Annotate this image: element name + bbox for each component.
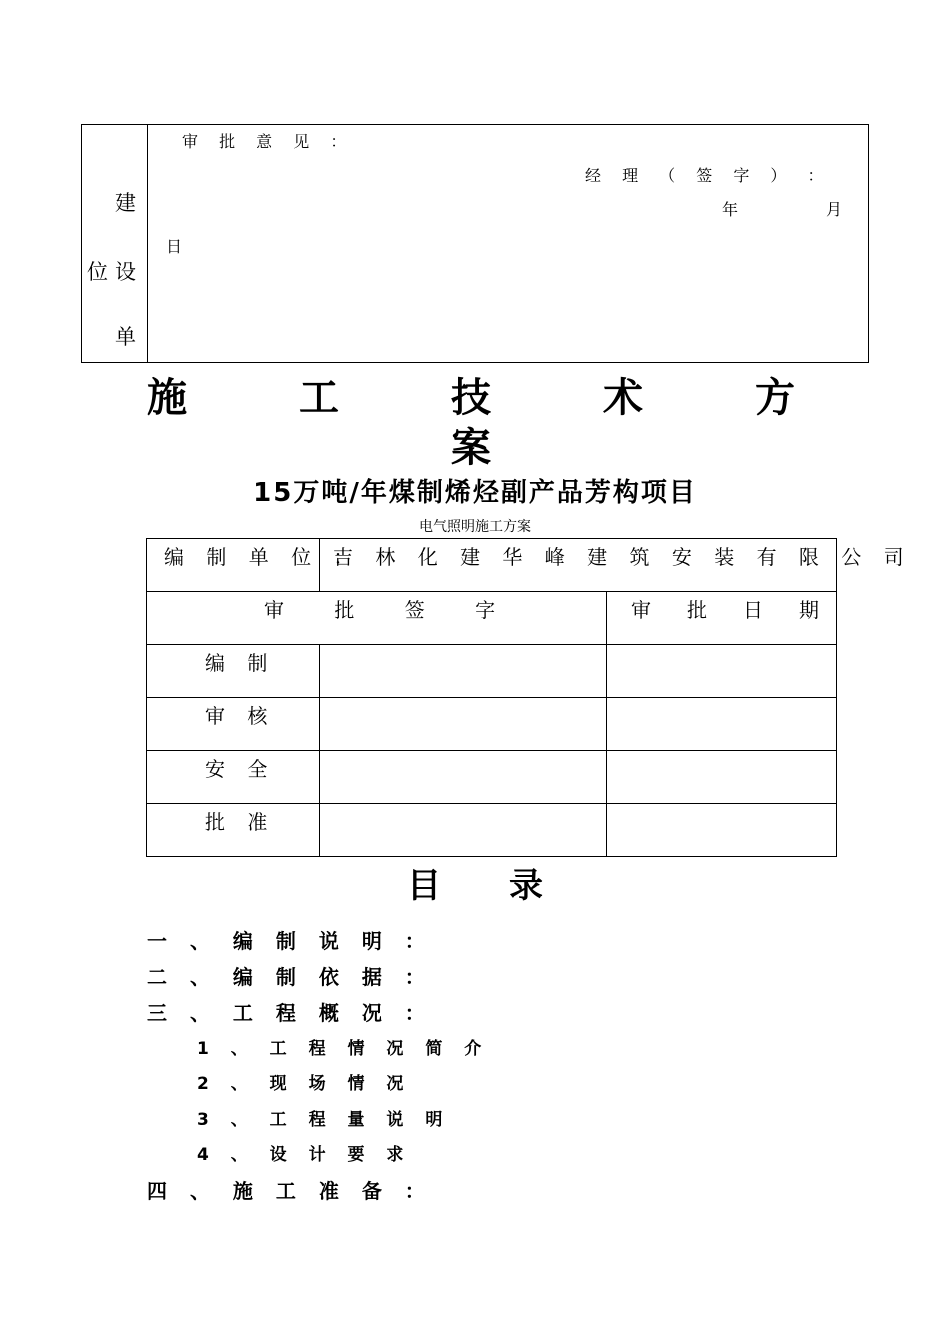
project-title: 15万吨/年煤制烯烃副产品芳构项目	[253, 478, 697, 508]
main-title-char: 工	[299, 375, 339, 421]
date-cell	[607, 804, 837, 857]
toc-item[interactable]: 三 、 工 程 概 况 ：	[147, 1001, 433, 1025]
day-label: 日	[166, 237, 191, 256]
toc-item[interactable]: 一 、 编 制 说 明 ：	[147, 929, 433, 953]
signature-cell	[320, 751, 607, 804]
signature-cell	[320, 804, 607, 857]
unit-value: 吉 林 化 建 华 峰 建 筑 安 装 有 限 公 司	[333, 545, 912, 569]
date-cell	[607, 698, 837, 751]
row-label: 批 准	[205, 810, 276, 834]
sign-header: 审 批 签 字	[264, 598, 504, 622]
unit-value-cell	[320, 539, 912, 592]
main-title-char: 方	[755, 375, 795, 421]
main-title-char: 施	[147, 375, 187, 421]
approval-divider	[147, 125, 148, 362]
signature-cell	[320, 698, 607, 751]
side-label-char-clipped: 位	[87, 260, 108, 284]
row-label-cell	[147, 698, 320, 751]
approval-box	[81, 124, 869, 363]
table-row	[147, 804, 837, 857]
header-row	[147, 592, 837, 645]
unit-label: 编 制 单 位 ：	[164, 545, 362, 569]
date-cell	[607, 645, 837, 698]
toc-subitem[interactable]: 1 、 工 程 情 况 简 介	[197, 1039, 490, 1059]
row-label: 编 制	[205, 651, 276, 675]
row-label: 安 全	[205, 757, 276, 781]
date-cell	[607, 751, 837, 804]
unit-row	[147, 539, 837, 592]
side-label-char: 单	[115, 325, 136, 349]
toc-subitem[interactable]: 3 、 工 程 量 说 明	[197, 1110, 451, 1130]
opinion-label: 审 批 意 见 ：	[182, 132, 355, 151]
sign-header-cell	[147, 592, 607, 645]
main-title-char: 术	[603, 375, 643, 421]
side-label-char: 设	[115, 260, 136, 284]
main-title-line2: 案	[451, 425, 491, 471]
row-label-cell	[147, 804, 320, 857]
month-label: 月	[826, 200, 851, 219]
table-row	[147, 751, 837, 804]
side-label-char: 建	[115, 191, 136, 215]
row-label-cell	[147, 751, 320, 804]
toc-subitem[interactable]: 2 、 现 场 情 况	[197, 1074, 412, 1094]
signature-cell	[320, 645, 607, 698]
date-header-cell	[607, 592, 837, 645]
plan-caption: 电气照明施工方案	[419, 519, 531, 535]
approval-table	[146, 538, 912, 857]
main-title-char: 技	[451, 375, 491, 421]
toc-item[interactable]: 四 、 施 工 准 备 ：	[147, 1179, 433, 1203]
toc-item[interactable]: 二 、 编 制 依 据 ：	[147, 965, 433, 989]
table-row	[147, 645, 837, 698]
toc-title: 目 录	[407, 866, 543, 906]
year-label: 年	[722, 200, 747, 219]
row-label-cell	[147, 645, 320, 698]
manager-sign-label: 经 理 （ 签 字 ） ：	[585, 166, 832, 185]
toc-subitem[interactable]: 4 、 设 计 要 求	[197, 1145, 412, 1165]
table-row	[147, 698, 837, 751]
unit-label-cell	[147, 539, 362, 592]
row-label: 审 核	[205, 704, 276, 728]
date-header: 审 批 日 期	[631, 598, 827, 622]
